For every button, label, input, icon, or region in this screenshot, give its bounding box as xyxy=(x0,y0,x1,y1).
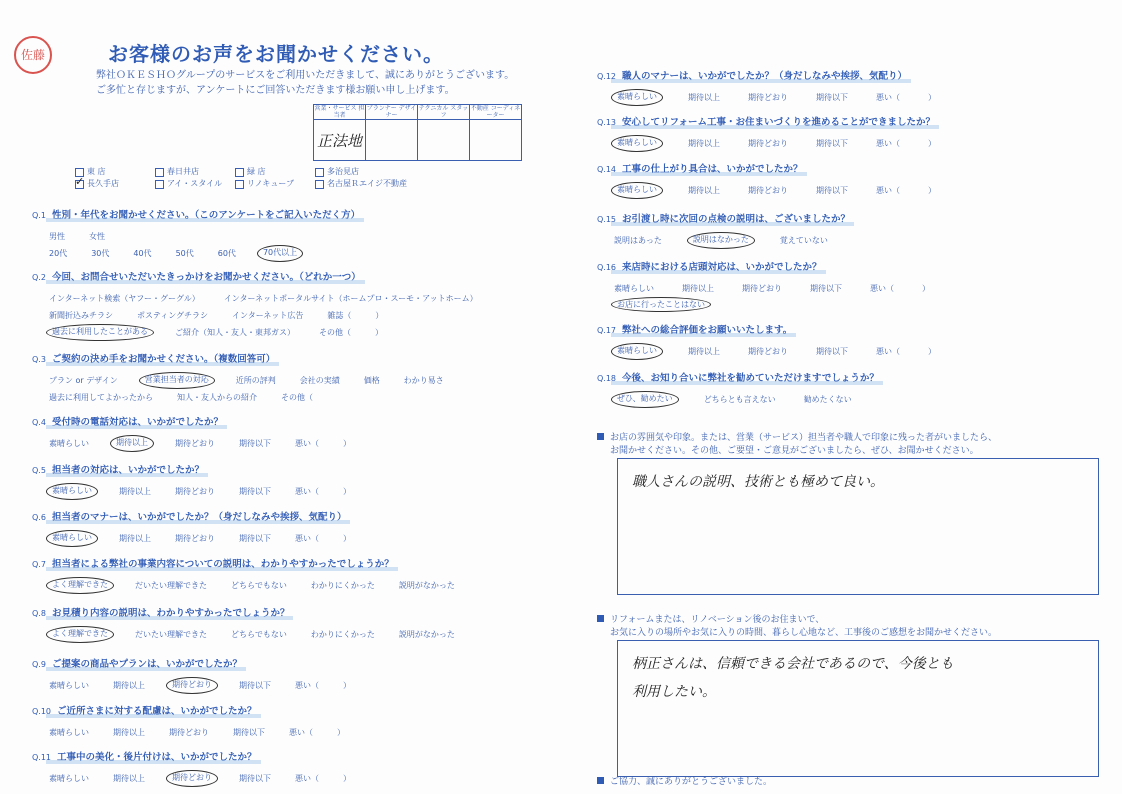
answer-option[interactable]: ） xyxy=(928,347,936,356)
checkbox[interactable] xyxy=(315,168,324,177)
staff-value-sales[interactable]: 正法地 xyxy=(314,120,366,161)
question-q6 xyxy=(32,505,372,545)
answer-option[interactable]: だいたい理解できた xyxy=(135,630,207,639)
question-number: Q.17 xyxy=(597,326,617,335)
question-q3 xyxy=(32,347,465,404)
answer-option[interactable]: 期待以上 xyxy=(688,347,720,356)
answer-option[interactable]: 期待どおり xyxy=(175,439,215,448)
question-text: 職人のマナーは、いかがでしたか？（身だしなみや挨拶、気配り） xyxy=(622,71,908,82)
question-heading xyxy=(32,656,242,670)
question-number: Q.15 xyxy=(597,215,617,224)
answer-option[interactable]: 悪い（ xyxy=(295,681,319,690)
question-q15 xyxy=(597,207,853,247)
answer-option[interactable]: 説明はあった xyxy=(614,236,662,245)
answer-option-selected[interactable]: よく理解できた xyxy=(46,626,114,643)
answer-option[interactable]: 期待以下 xyxy=(233,728,265,737)
question-text: 担当者の対応は、いかがでしたか？ xyxy=(51,465,204,476)
answer-option[interactable]: 20代 xyxy=(49,249,68,258)
answer-option[interactable]: 勧めたくない xyxy=(803,395,852,404)
question-q4 xyxy=(32,410,372,450)
answer-option[interactable]: ） xyxy=(922,284,930,293)
question-number: Q.2 xyxy=(32,273,46,282)
answer-option[interactable]: インターネット検索（ヤフー・グーグル） xyxy=(49,294,200,303)
checkbox[interactable] xyxy=(235,180,244,189)
question-number: Q.8 xyxy=(32,609,46,618)
answer-option[interactable]: 期待どおり xyxy=(175,487,215,496)
answer-option[interactable]: インターネットポータルサイト（ホームプロ・スーモ・アットホーム） xyxy=(223,294,478,303)
answer-option[interactable]: ） xyxy=(343,534,351,543)
store-option[interactable]: 緑 店 xyxy=(235,166,315,178)
footer-thanks: ご協力、誠にありがとうございました。 xyxy=(597,776,772,789)
question-heading xyxy=(32,269,361,283)
question-heading xyxy=(32,556,394,570)
answer-row xyxy=(32,309,499,322)
staff-header-planner: プランナー デザイナー xyxy=(366,105,417,119)
answer-option[interactable]: 期待以上 xyxy=(688,93,720,102)
question-text: ご契約の決め手をお聞かせください。（複数回答可） xyxy=(51,354,276,365)
question-heading xyxy=(32,414,223,428)
question-text: ご提案の商品やプランは、いかがでしたか？ xyxy=(51,659,242,670)
answer-row xyxy=(32,679,372,692)
answer-row xyxy=(32,374,465,387)
answer-option[interactable]: 悪い（ xyxy=(876,93,900,102)
question-heading xyxy=(597,114,935,128)
answer-option-selected[interactable]: 説明はなかった xyxy=(687,232,755,249)
question-text: 工事の仕上がり具合は、いかがでしたか？ xyxy=(622,164,803,175)
answer-option[interactable]: ） xyxy=(343,681,351,690)
answer-option[interactable]: ） xyxy=(928,93,936,102)
answer-option[interactable]: ） xyxy=(928,139,936,148)
answer-row xyxy=(32,292,499,305)
answer-option-selected[interactable]: 期待どおり xyxy=(166,677,218,694)
comment2-prompt: リフォームまたは、リノベーション後のお住まいで、 お気に入りの場所やお気に入りの時間、暮らし心地など、工事後のご感想をお聞かせください。 xyxy=(597,614,997,640)
comment2-answer-line2: 利用したい。 xyxy=(632,684,716,700)
question-number: Q.7 xyxy=(32,560,46,569)
question-heading xyxy=(32,462,204,476)
question-heading xyxy=(597,211,850,225)
page-title: お客様のお声をお聞かせください。 xyxy=(108,42,444,66)
answer-option[interactable]: 期待以下 xyxy=(239,534,271,543)
answer-option[interactable]: その他（ xyxy=(319,328,351,337)
answer-option[interactable]: ） xyxy=(343,487,351,496)
answer-row xyxy=(597,282,955,295)
question-number: Q.16 xyxy=(597,263,617,272)
store-option[interactable]: 東 店 xyxy=(75,166,155,178)
answer-option-selected[interactable]: よく理解できた xyxy=(46,577,114,594)
answer-option[interactable]: 期待以下 xyxy=(810,284,842,293)
checkbox[interactable] xyxy=(155,180,164,189)
comment1-prompt: お店の雰囲気や印象。または、営業（サービス）担当者や職人で印象に残った者がいましたら、 お聞かせください。その他、ご要望・ご意見がございましたら、ぜひ、お聞かせください。 xyxy=(597,432,997,458)
answer-option[interactable]: 説明がなかった xyxy=(398,630,455,639)
answer-option-selected[interactable]: 営業担当者の対応 xyxy=(139,372,215,389)
answer-option[interactable]: 女性 xyxy=(89,232,105,241)
answer-option[interactable]: 期待以下 xyxy=(816,139,848,148)
answer-option[interactable]: 期待以上 xyxy=(688,186,720,195)
question-q9 xyxy=(32,652,372,692)
answer-row xyxy=(597,299,955,310)
checkbox[interactable] xyxy=(315,180,324,189)
answer-option[interactable]: 悪い（ xyxy=(295,534,319,543)
answer-option[interactable]: 期待以上 xyxy=(113,681,145,690)
answer-option-selected[interactable]: 素晴らしい xyxy=(46,530,98,547)
answer-option[interactable]: 期待以下 xyxy=(816,93,848,102)
answer-option[interactable]: ） xyxy=(337,728,345,737)
answer-option[interactable]: ） xyxy=(375,311,384,320)
answer-option-selected[interactable]: 過去に利用したことがある xyxy=(46,324,154,341)
answer-option[interactable]: 素晴らしい xyxy=(49,728,89,737)
answer-option[interactable]: ） xyxy=(375,328,383,337)
answer-option[interactable]: 期待以上 xyxy=(682,284,714,293)
store-option[interactable]: ✓ 長久手店 xyxy=(75,178,155,190)
answer-option[interactable]: 悪い（ xyxy=(289,728,313,737)
answer-option[interactable]: 期待以下 xyxy=(239,487,271,496)
answer-option[interactable]: 悪い（ xyxy=(876,186,900,195)
answer-option-selected[interactable]: 70代以上 xyxy=(257,245,303,262)
question-heading xyxy=(597,322,792,336)
question-q5 xyxy=(32,458,372,498)
staff-value-technical[interactable] xyxy=(418,120,470,161)
question-text: ご近所さまに対する配慮は、いかがでしたか？ xyxy=(57,706,257,717)
question-number: Q.6 xyxy=(32,513,46,522)
answer-option[interactable]: 50代 xyxy=(175,249,194,258)
question-text: 性別・年代をお聞かせください。（このアンケートをご記入いただく方） xyxy=(51,210,361,221)
store-option[interactable]: リノキューブ xyxy=(235,178,315,190)
question-heading xyxy=(597,259,822,273)
answer-row xyxy=(32,326,499,339)
question-q10 xyxy=(32,699,366,739)
answer-option[interactable]: 知人・友人からの紹介 xyxy=(177,393,257,402)
answer-option[interactable]: 会社の実績 xyxy=(299,376,340,385)
answer-option[interactable]: わかりにくかった xyxy=(310,630,375,639)
comment2-box[interactable] xyxy=(617,640,1099,777)
answer-option-selected[interactable]: 素晴らしい xyxy=(611,89,663,106)
staff-value-planner[interactable] xyxy=(366,120,418,161)
answer-option[interactable]: その他（ xyxy=(281,393,313,402)
staff-header-realestate: 不動産 コーディネーター xyxy=(470,105,521,119)
question-number: Q.3 xyxy=(32,355,46,364)
answer-option[interactable]: 悪い（ xyxy=(876,347,900,356)
question-number: Q.14 xyxy=(597,165,617,174)
store-option[interactable]: 春日井店 xyxy=(155,166,235,178)
question-number: Q.13 xyxy=(597,118,617,127)
answer-option[interactable]: だいたい理解できた xyxy=(135,581,207,590)
answer-option[interactable]: 60代 xyxy=(217,249,236,258)
answer-row xyxy=(32,437,372,450)
answer-option[interactable]: 期待以下 xyxy=(239,774,271,783)
question-number: Q.12 xyxy=(597,72,617,81)
question-q1 xyxy=(32,203,360,260)
answer-option[interactable]: 期待以上 xyxy=(113,774,145,783)
answer-option[interactable]: 期待以下 xyxy=(816,347,848,356)
answer-option[interactable]: プラン or デザイン xyxy=(49,376,118,385)
question-text: 今後、お知り合いに弊社を勧めていただけますでしょうか？ xyxy=(622,373,879,384)
comment1-answer: 職人さんの説明、技術とも極めて良い。 xyxy=(632,474,884,490)
answer-option[interactable]: 期待以上 xyxy=(119,487,151,496)
answer-option[interactable]: 悪い（ xyxy=(876,139,900,148)
answer-option[interactable]: どちらでもない xyxy=(231,630,287,639)
question-heading xyxy=(597,161,803,175)
answer-row xyxy=(32,391,465,404)
question-q18 xyxy=(597,366,879,406)
answer-option[interactable]: 説明がなかった xyxy=(398,581,455,590)
answer-row xyxy=(32,628,476,641)
seal-stamp: 佐藤 xyxy=(14,36,52,74)
answer-option[interactable]: 悪い（ xyxy=(295,487,319,496)
question-heading xyxy=(597,68,907,82)
answer-option[interactable]: 期待どおり xyxy=(748,186,788,195)
answer-option[interactable]: ポスティングチラシ xyxy=(137,311,209,320)
comment1-box[interactable] xyxy=(617,458,1099,595)
store-checklist xyxy=(75,166,435,190)
intro-text: 弊社ＯＫＥＳＨＯグループのサービスをご利用いただきまして、誠にありがとうございます。 ご多忙と存じますが、アンケートにご回答いただきます様お願い申し上げます。 xyxy=(96,70,515,96)
answer-option-selected[interactable]: 素晴らしい xyxy=(611,135,663,152)
question-text: 受付時の電話対応は、いかがでしたか？ xyxy=(51,417,223,428)
answer-option[interactable]: わかり易さ xyxy=(403,376,444,385)
answer-option[interactable]: インターネット広告 xyxy=(232,311,304,320)
answer-option[interactable]: ） xyxy=(928,186,936,195)
answer-option-selected[interactable]: 期待どおり xyxy=(166,770,218,787)
answer-row xyxy=(597,91,961,104)
answer-option[interactable]: 過去に利用してよかったから xyxy=(49,393,153,402)
answer-option[interactable]: 価格 xyxy=(363,376,380,385)
question-number: Q.10 xyxy=(32,707,52,716)
answer-row xyxy=(597,184,961,197)
answer-option[interactable]: 素晴らしい xyxy=(49,774,89,783)
answer-option[interactable]: 30代 xyxy=(91,249,110,258)
answer-option-selected[interactable]: 期待以上 xyxy=(110,435,154,452)
question-number: Q.11 xyxy=(32,753,52,762)
answer-option[interactable]: 素晴らしい xyxy=(49,439,89,448)
answer-row xyxy=(597,345,961,358)
answer-row xyxy=(32,532,372,545)
checkbox[interactable] xyxy=(235,168,244,177)
question-text: 安心してリフォーム工事・お住まいづくりを進めることができましたか？ xyxy=(622,117,936,128)
question-text: 担当者のマナーは、いかがでしたか？（身だしなみや挨拶、気配り） xyxy=(51,512,347,523)
answer-option[interactable]: 期待以上 xyxy=(113,728,145,737)
store-option[interactable]: 多治見店 xyxy=(315,166,435,178)
question-text: お引渡し時に次回の点検の説明は、ございましたか？ xyxy=(622,214,851,225)
answer-option[interactable]: 悪い（ xyxy=(295,439,319,448)
answer-option-selected[interactable]: 素晴らしい xyxy=(611,182,663,199)
question-q12 xyxy=(597,64,961,104)
question-number: Q.18 xyxy=(597,374,617,383)
question-text: 弊社への総合評価をお願いいたします。 xyxy=(622,325,793,336)
answer-option[interactable]: 覚えていない xyxy=(779,236,828,245)
question-heading xyxy=(32,749,257,763)
answer-row xyxy=(32,726,366,739)
staff-table xyxy=(313,104,522,161)
answer-option[interactable]: どちらでもない xyxy=(231,581,287,590)
answer-row xyxy=(32,485,372,498)
answer-option[interactable]: 期待以下 xyxy=(239,681,271,690)
store-option[interactable]: 名古屋Ｒエイジ不動産 xyxy=(315,178,435,190)
question-q8 xyxy=(32,601,476,641)
answer-option[interactable]: ） xyxy=(343,774,351,783)
question-q11 xyxy=(32,745,372,785)
answer-option[interactable]: 期待以下 xyxy=(816,186,848,195)
answer-option-selected[interactable]: お店に行ったことはない xyxy=(611,297,711,312)
question-heading xyxy=(32,703,257,717)
staff-header-sales: 営業・サービス 担当者 xyxy=(314,105,365,119)
question-text: 今回、お問合せいただいたきっかけをお聞かせください。（どれか一つ） xyxy=(51,272,361,283)
answer-option[interactable]: 期待以下 xyxy=(239,439,271,448)
question-heading xyxy=(32,509,346,523)
question-q2 xyxy=(32,265,499,339)
answer-row xyxy=(597,234,853,247)
bullet-square-icon xyxy=(597,615,604,622)
answer-option[interactable]: 素晴らしい xyxy=(614,284,654,293)
store-option[interactable]: アイ・スタイル xyxy=(155,178,235,190)
question-heading xyxy=(597,370,879,384)
answer-option[interactable]: 期待以上 xyxy=(119,534,151,543)
answer-option[interactable]: 近所の評判 xyxy=(235,376,276,385)
answer-row xyxy=(597,137,961,150)
answer-option[interactable]: 新聞折込みチラシ xyxy=(49,311,113,320)
question-q17 xyxy=(597,318,961,358)
question-number: Q.5 xyxy=(32,466,46,475)
question-text: 担当者による弊社の事業内容についての説明は、わかりやすかったでしょうか？ xyxy=(51,559,394,570)
question-number: Q.9 xyxy=(32,660,46,669)
question-number: Q.4 xyxy=(32,418,46,427)
answer-option-selected[interactable]: 素晴らしい xyxy=(46,483,98,500)
answer-option[interactable]: 期待どおり xyxy=(748,139,788,148)
answer-option[interactable]: 男性 xyxy=(49,232,65,241)
answer-option[interactable]: 悪い（ xyxy=(295,774,319,783)
question-text: 工事中の美化・後片付けは、いかがでしたか？ xyxy=(57,752,257,763)
bullet-square-icon xyxy=(597,433,604,440)
comment2-answer-line1: 柄正さんは、信頼できる会社であるので、今後とも xyxy=(632,656,954,672)
answer-option[interactable]: 素晴らしい xyxy=(49,681,89,690)
answer-option[interactable]: 期待以上 xyxy=(688,139,720,148)
staff-value-realestate[interactable] xyxy=(470,120,522,161)
bullet-square-icon xyxy=(597,777,604,784)
checkbox-checked[interactable] xyxy=(75,180,84,189)
answer-option[interactable]: 期待どおり xyxy=(748,93,788,102)
answer-option[interactable]: 期待どおり xyxy=(748,347,788,356)
answer-option[interactable]: 期待どおり xyxy=(175,534,215,543)
answer-row xyxy=(597,393,879,406)
answer-option-selected[interactable]: ぜひ、勧めたい xyxy=(611,391,679,408)
question-text: 来店時における店頭対応は、いかがでしたか？ xyxy=(622,262,822,273)
answer-option[interactable]: 雑誌（ xyxy=(327,311,352,320)
question-q7 xyxy=(32,552,476,592)
answer-option[interactable]: 期待どおり xyxy=(742,284,782,293)
answer-row xyxy=(32,579,476,592)
staff-header-technical: テクニカル スタッフ xyxy=(418,105,469,119)
answer-option[interactable]: ） xyxy=(343,439,351,448)
answer-option[interactable]: 悪い（ xyxy=(870,284,894,293)
checkbox[interactable] xyxy=(155,168,164,177)
answer-option[interactable]: 期待どおり xyxy=(169,728,209,737)
answer-row xyxy=(32,247,360,260)
answer-row xyxy=(32,230,360,243)
question-q14 xyxy=(597,157,961,197)
answer-option[interactable]: 40代 xyxy=(133,249,152,258)
answer-option[interactable]: ご紹介（知人・友人・東邦ガス） xyxy=(175,328,295,337)
question-q13 xyxy=(597,110,961,150)
answer-option[interactable]: どちらとも言えない xyxy=(703,395,776,404)
answer-option[interactable]: わかりにくかった xyxy=(310,581,375,590)
question-number: Q.1 xyxy=(32,211,46,220)
question-heading xyxy=(32,207,360,221)
question-heading xyxy=(32,605,289,619)
answer-row xyxy=(32,772,372,785)
answer-option-selected[interactable]: 素晴らしい xyxy=(611,343,663,360)
question-text: お見積り内容の説明は、わかりやすかったでしょうか？ xyxy=(51,608,290,619)
question-q16 xyxy=(597,255,955,310)
question-heading xyxy=(32,351,275,365)
